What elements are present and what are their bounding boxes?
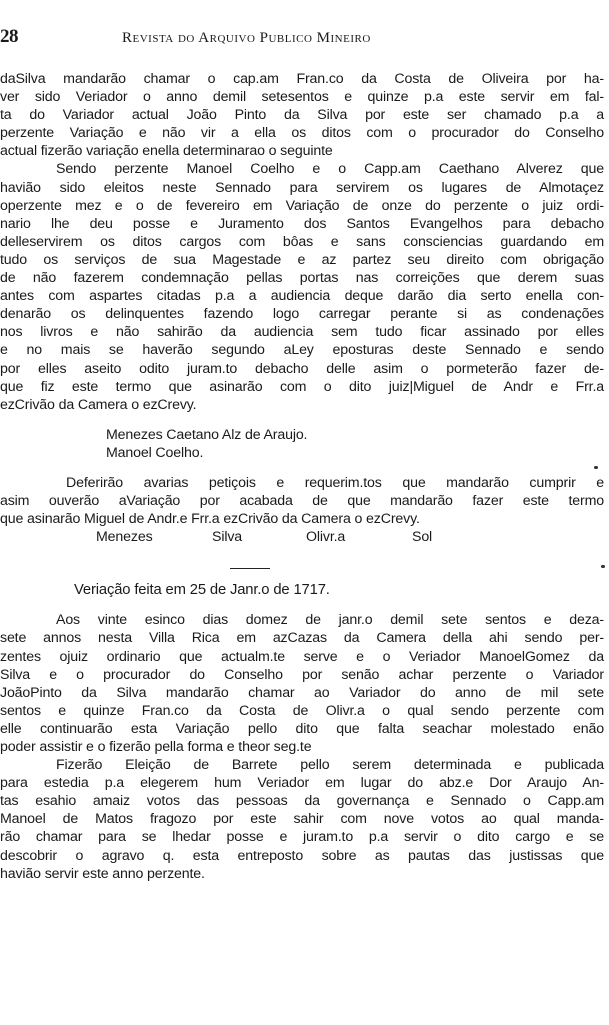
text-line: perzente Variação e não vir a ella os ditos com o procurador do Conselho <box>0 125 604 142</box>
text-line: Manoel de Matos fragozo por este sahir com nove votos ao qual manda- <box>0 811 604 828</box>
text-line: zentes ojuiz ordinario que actualm.te serve e o Veriador ManoelGomez da <box>0 648 604 665</box>
signature-sol: Sol <box>412 529 433 546</box>
text-line: Silva e o procurador do Conselho por senão achar perzente o Variador <box>0 666 604 683</box>
section-divider <box>230 568 270 569</box>
text-line: para estedia p.a elegerem hum Veriador em lugar do abz.e Dor Araujo An- <box>0 775 604 792</box>
signatures-1 <box>0 426 604 462</box>
text-line: ver sido Veriador o anno demil setesentos e quinze p.a este servir em fal- <box>0 89 604 106</box>
signature-silva: Silva <box>212 529 243 546</box>
page-body <box>0 70 604 883</box>
page-number: 28 <box>0 26 18 47</box>
text-line: Deferirão avarias petiçois e requerim.tos que mandarão cumprir e <box>66 474 604 491</box>
text-line: delleservirem os ditos cargos com bôas e sans consciencias guardando em <box>0 233 604 250</box>
text-line: de não fazerem condemnação pellas portas nas correições que derem suas <box>0 270 604 287</box>
text-line: nos livros e não sahirão da audiencia sem tudo ficar assinado por elles <box>0 324 604 341</box>
text-line: ta do Variador actual João Pinto da Silva por este ser chamado p.a a <box>0 107 604 124</box>
text-line: tudo os serviços de sua Magestade e az partez seu direito com obrigação <box>0 251 604 268</box>
text-line: elle continuarão esta Variação pello dito que falta seachar molestado enão <box>0 720 604 737</box>
text-line: poder assistir e o fizerão pella forma e theor seg.te <box>0 739 312 755</box>
text-line: antes com aspartes citadas p.a a audiencia deque darão dia serto enella con- <box>0 288 604 305</box>
paragraph-1 <box>0 70 604 160</box>
text-line: asim ouverão aVariação por acabada de que mandarão fazer este termo <box>0 493 604 510</box>
text-line: Aos vinte esinco dias domez de janr.o demil sete sentos e deza- <box>56 612 604 629</box>
running-title: Revista do Arquivo Publico Mineiro <box>122 30 371 46</box>
text-line: operzente mez e o de fevereiro em Variação de onze do perzente o juiz ordi- <box>0 197 604 214</box>
text-line: nario lhe deu posse e Juramento dos Santos Evangelhos para debacho <box>0 215 604 232</box>
text-line: tas esahio amaiz votos das pessoas da governança e Sennado o Capp.am <box>0 793 604 810</box>
text-line: rão chamar para se lhedar posse e juram.to p.a servir o dito cargo e se <box>0 829 604 846</box>
text-line: JoãoPinto da Silva mandarão chamar ao Variador do anno de mil sete <box>0 684 604 701</box>
text-line: denarão os delinquentes fazendo logo carregar perante si as condenações <box>0 306 604 323</box>
text-line: sentos e quinze Fran.co da Costa de Olivr.a o qual sendo perzente com <box>0 702 604 719</box>
section-title: Veriação feita em 25 de Janr.o de 1717. <box>74 582 330 599</box>
signature-line: Menezes Caetano Alz de Araujo. <box>106 426 308 443</box>
paragraph-5 <box>0 756 604 883</box>
signature-olivr: Olivr.a <box>306 529 346 546</box>
margin-mark <box>601 565 605 568</box>
signature-line: Manoel Coelho. <box>106 444 204 461</box>
page-header <box>0 26 609 50</box>
text-line: que asinarão Miguel de Andr.e Frr.a ezCrivão da Camera o ezCrevy. <box>0 511 420 528</box>
paragraph-3 <box>0 474 604 528</box>
margin-mark <box>594 466 598 469</box>
text-line: que fiz este termo que asinarão com o dito juiz|Miguel de Andr e Frr.a <box>0 378 604 395</box>
paragraph-4 <box>0 611 604 756</box>
text-line: havião servir este anno perzente. <box>0 865 205 882</box>
text-line: e no mais se haverão segundo aLey eposturas deste Sennado e sendo <box>0 342 604 359</box>
text-line: havião sido eleitos neste Sennado para servirem os lugares de Almotaçez <box>0 179 604 196</box>
text-line: ezCrivão da Camera o ezCrevy. <box>0 396 197 413</box>
signatures-2 <box>0 528 604 550</box>
text-line: Fizerão Eleição de Barrete pello serem determinada e publicada <box>56 757 604 774</box>
signature-menezes: Menezes <box>96 529 153 546</box>
paragraph-2 <box>0 160 604 413</box>
text-line: Sendo perzente Manoel Coelho e o Capp.am Caethano Alverez que <box>56 161 604 178</box>
text-line: actual fizerão variação enella determinarao o seguinte <box>0 143 333 160</box>
text-line: por elles aseito odito juram.to debacho delle asim o pormeterão fazer de- <box>0 360 604 377</box>
text-line: daSilva mandarão chamar o cap.am Fran.co da Costa de Oliveira por ha- <box>0 71 604 87</box>
text-line: sete annos nesta Villa Rica em azCazas da Camera della ahi sendo per- <box>0 630 604 647</box>
text-line: descobrir o agravo q. esta entreposto sobre as pautas das justissas que <box>0 847 604 864</box>
